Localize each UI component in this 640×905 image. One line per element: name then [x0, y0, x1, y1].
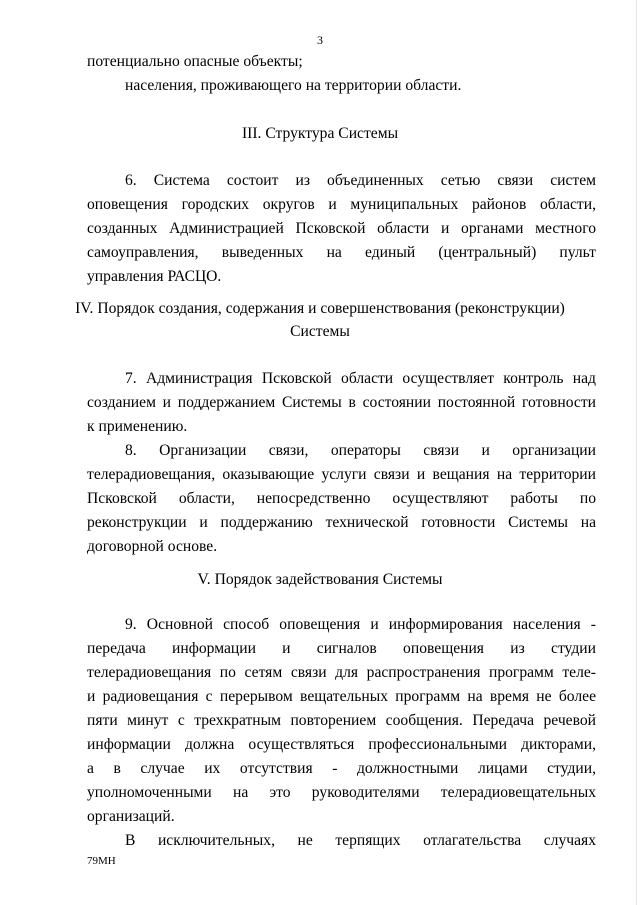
section-3-heading: III. Структура Системы	[241, 125, 399, 142]
footer-document-code: 79МН	[87, 855, 116, 867]
paragraph-9-line-1: 9. Основной способ оповещения и информирования населения -	[125, 616, 596, 633]
paragraph-9-line-8: уполномоченными на это руководителями телерадиовещательных	[87, 784, 596, 801]
paragraph-6-line-1: 6. Система состоит из объединенных сетью связи систем	[125, 172, 596, 189]
paragraph-8-line-1: 8. Организации связи, операторы связи и организации	[125, 442, 596, 459]
paragraph-8-line-2: телерадиовещания, оказывающие услуги связи и вещания на территории	[87, 466, 596, 483]
section-4-heading-line-1: IV. Порядок создания, содержания и совершенствования (реконструкции)	[75, 300, 565, 317]
paragraph-8-line-3: Псковской области, непосредственно осуществляют работы по	[87, 490, 596, 507]
intro-line-1: потенциально опасные объекты;	[87, 53, 303, 70]
paragraph-10-line-1: В исключительных, не терпящих отлагательства случаях	[125, 832, 596, 849]
intro-line-2: населения, проживающего на территории области.	[125, 77, 462, 94]
page-number: 3	[317, 33, 323, 47]
paragraph-8-line-4: реконструкции и поддержанию технической готовности Системы на	[87, 514, 596, 531]
paragraph-6-line-2: оповещения городских округов и муниципальных районов области,	[87, 196, 596, 213]
paragraph-6-line-4: самоуправления, выведенных на единый (центральный) пульт	[87, 244, 596, 261]
paragraph-9-line-6: информации должна осуществляться профессиональными дикторами,	[87, 736, 596, 753]
section-5-heading: V. Порядок задействования Системы	[197, 571, 443, 588]
paragraph-7-line-3: к применению.	[87, 418, 188, 435]
paragraph-9-line-7: а в случае их отсутствия - должностными лицами студии,	[87, 760, 596, 777]
paragraph-6-line-5: управления РАСЦО.	[87, 268, 222, 285]
paragraph-8-line-5: договорной основе.	[87, 538, 218, 555]
paragraph-7-line-1: 7. Администрация Псковской области осуществляет контроль над	[125, 370, 596, 387]
paragraph-9-line-5: пяти минут с трехкратным повторением сообщения. Передача речевой	[87, 712, 596, 729]
paragraph-7-line-2: созданием и поддержанием Системы в состоянии постоянной готовности	[87, 394, 596, 411]
paragraph-9-line-9: организаций.	[87, 808, 175, 825]
paragraph-6-line-3: созданных Администрацией Псковской области и органами местного	[87, 220, 596, 237]
paragraph-9-line-3: телерадиовещания по сетям связи для распространения программ теле-	[87, 664, 596, 681]
section-4-heading-line-2: Системы	[290, 323, 350, 340]
paragraph-9-line-4: и радиовещания с перерывом вещательных программ на время не более	[87, 688, 596, 705]
paragraph-9-line-2: передача информации и сигналов оповещения из студии	[87, 640, 596, 657]
